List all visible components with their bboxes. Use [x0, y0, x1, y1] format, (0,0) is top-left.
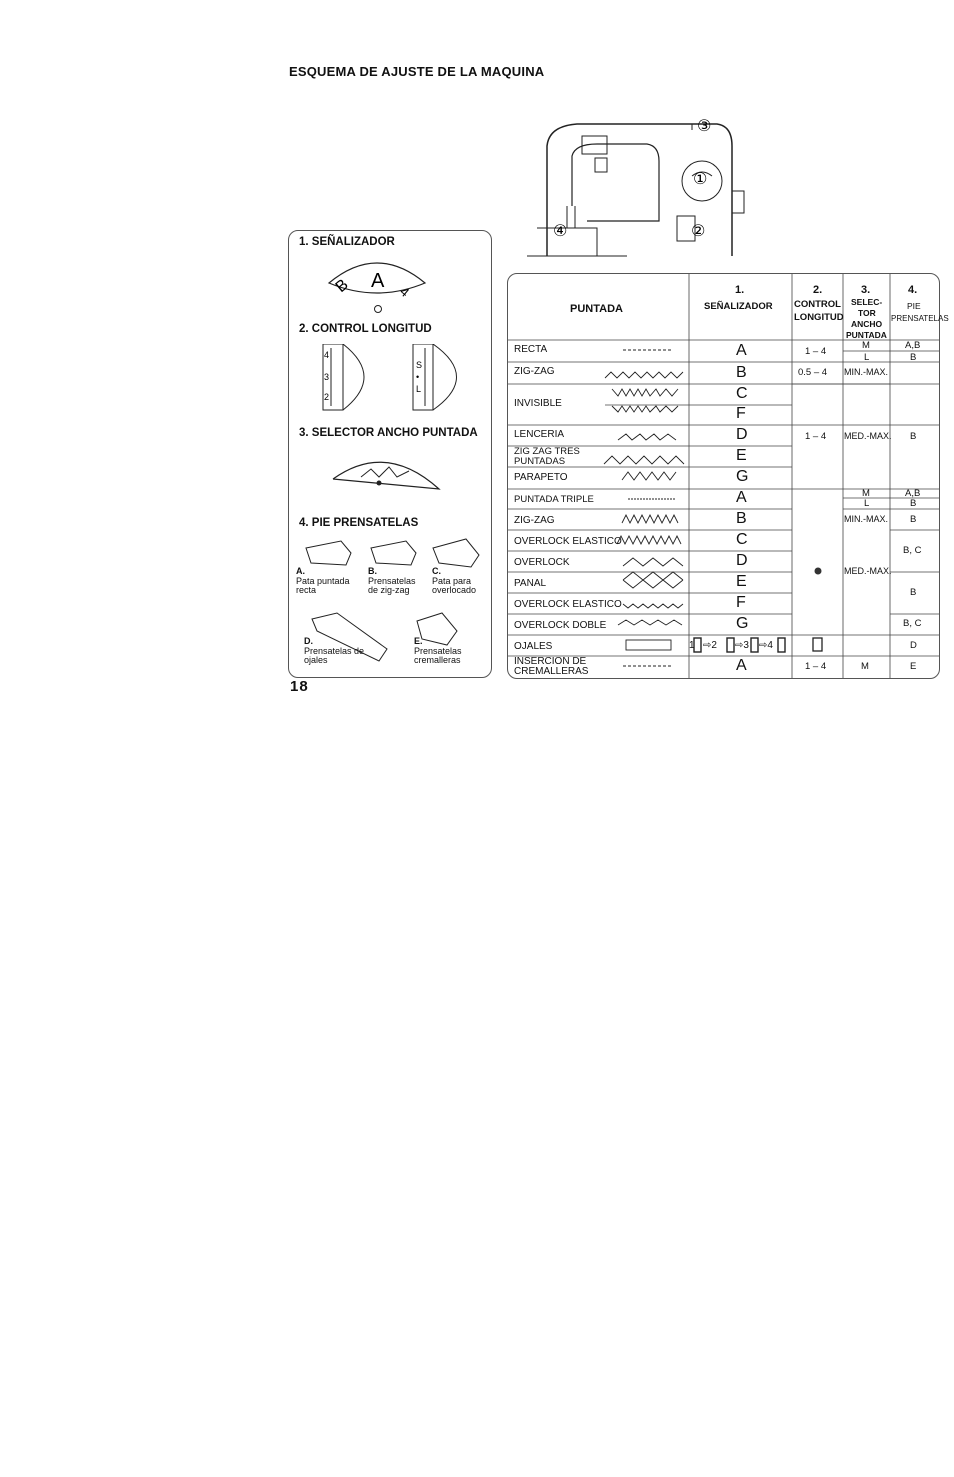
- row-name: ZIG-ZAG: [514, 515, 555, 526]
- row-name: PARAPETO: [514, 472, 568, 483]
- svg-text:A: A: [371, 270, 385, 292]
- svg-text:4: 4: [397, 283, 413, 300]
- settings-legend-panel: [288, 230, 492, 678]
- col-header-puntada: PUNTADA: [570, 303, 623, 315]
- col-header-control: CONTROL: [794, 299, 841, 310]
- svg-text:•: •: [416, 372, 420, 382]
- selector-ancho-icon: [331, 449, 441, 491]
- signal-letter: D: [736, 426, 748, 443]
- signal-letter: E: [736, 447, 747, 464]
- svg-text:3: 3: [324, 372, 330, 382]
- row-name: ZIG ZAG TRES PUNTADAS: [514, 446, 580, 467]
- signal-letter: B: [736, 510, 747, 527]
- signal-letter: A: [736, 657, 747, 674]
- settings-table: PUNTADA 1. SEÑALIZADOR 2. CONTROL LONGITUD 3. SELEC- TOR ANCHO PUNTADA 4. PIE PRENSATELAS RECTA ZIG-ZAG INVISIBLE LENCERIA ZIG ZAG TRES PUNTADAS PARAPETO PUNTADA TRIPLE ZIG-ZAG OVERLOCK ELASTICO OVERLOCK PANAL OVERLOCK ELASTICO OVERLOCK DOBLE OJALES INSERCION DE CREMALLERAS A B C F D E G A B C D E F G A 1 ⇨2 ⇨3 ⇨4 1 – 4 0.5 – 4 1 – 4 1 – 4 M L MIN.-MAX. MED.-MAX. M L MIN.-MAX. MED.-MAX. M A,B B B A,B B B B, C B B, C D E: [507, 273, 940, 679]
- col-header-pie: PIE: [907, 301, 921, 311]
- row-name: OVERLOCK: [514, 557, 570, 568]
- svg-text:B: B: [332, 276, 352, 297]
- col-header-selector: SELEC-: [851, 297, 883, 307]
- signal-letter: C: [736, 385, 748, 402]
- foot-a-label: A. Pata puntada recta: [296, 566, 350, 595]
- section-4-heading: 4. PIE PRENSATELAS: [299, 517, 419, 529]
- section-1-heading: 1. SEÑALIZADOR: [299, 236, 395, 248]
- row-name: PUNTADA TRIPLE: [514, 494, 594, 505]
- callout-2: ②: [691, 221, 706, 240]
- control-longitud-dials-icon: [315, 344, 485, 414]
- row-name: OVERLOCK DOBLE: [514, 620, 607, 631]
- svg-text:L: L: [416, 384, 422, 394]
- svg-text:4: 4: [324, 350, 330, 360]
- section-3-heading: 3. SELECTOR ANCHO PUNTADA: [299, 427, 478, 439]
- foot-d-label: D. Prensatelas de ojales: [304, 636, 365, 665]
- signal-letter: D: [736, 552, 748, 569]
- row-name: OVERLOCK ELASTICO: [514, 599, 622, 610]
- row-name: OVERLOCK ELASTICO: [514, 536, 622, 547]
- foot-e-label: E. Prensatelas cremalleras: [414, 636, 462, 665]
- svg-text:2: 2: [324, 392, 330, 402]
- row-name: OJALES: [514, 641, 553, 652]
- page-number: 18: [290, 678, 309, 695]
- signal-letter: E: [736, 573, 747, 590]
- col-header-senalizador: SEÑALIZADOR: [704, 301, 773, 312]
- row-name: ZIG-ZAG: [514, 366, 555, 377]
- signal-letter: C: [736, 531, 748, 548]
- row-name: INSERCION DE CREMALLERAS: [514, 656, 589, 677]
- signal-letter: G: [736, 615, 749, 632]
- signal-letter: G: [736, 468, 749, 485]
- page-title: ESQUEMA DE AJUSTE DE LA MAQUINA: [289, 64, 545, 79]
- signal-letter: B: [736, 364, 747, 381]
- callout-3: ③: [697, 116, 712, 135]
- foot-c-label: C. Pata para overlocado: [432, 566, 477, 595]
- senalizador-dial-icon: [327, 253, 427, 315]
- row-name: INVISIBLE: [514, 398, 562, 409]
- callout-1: ①: [693, 169, 708, 188]
- signal-letter: F: [736, 594, 746, 611]
- signal-letter: A: [736, 342, 747, 359]
- signal-letter: A: [736, 489, 747, 506]
- section-2-heading: 2. CONTROL LONGITUD: [299, 323, 432, 335]
- row-name: LENCERIA: [514, 429, 565, 440]
- row-name: PANAL: [514, 578, 547, 589]
- callout-4: ④: [553, 221, 568, 240]
- signal-letter: F: [736, 405, 746, 422]
- svg-text:S: S: [416, 360, 423, 370]
- sewing-machine-illustration: [527, 116, 757, 261]
- row-name: RECTA: [514, 344, 548, 355]
- foot-b-label: B. Prensatelas de zig-zag: [368, 566, 416, 595]
